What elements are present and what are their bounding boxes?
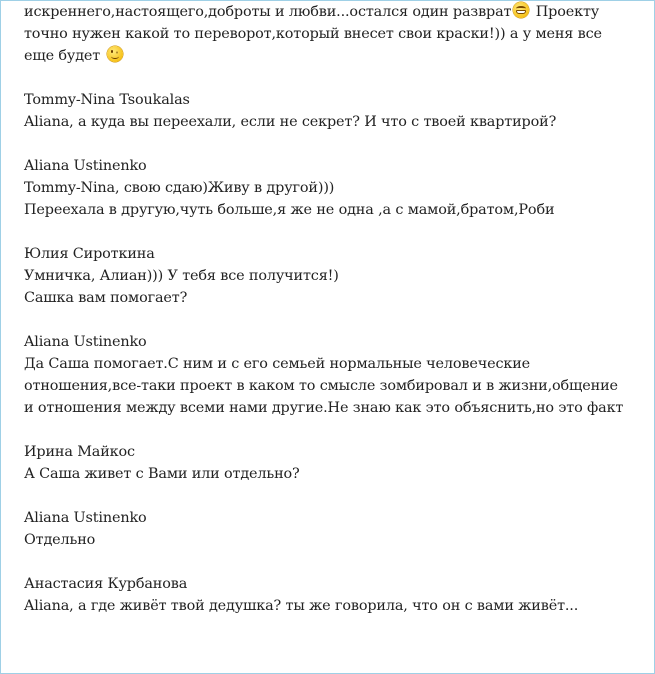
- comment-author: Aliana Ustinenko: [24, 334, 147, 350]
- comment-author: Tommy-Nina Tsoukalas: [24, 92, 190, 108]
- comment-author: Aliana Ustinenko: [24, 510, 147, 526]
- comment-text: Aliana, а где живёт твой дедушка? ты же говорила, что он с вами живёт...: [24, 598, 579, 614]
- intro-line-2: точно нужен какой то переворот,который внесет свои краски!)) а у меня все: [24, 26, 602, 42]
- comment-text: Tommy-Nina, свою сдаю)Живу в другой))): [24, 180, 335, 196]
- comment-text: Сашка вам помогает?: [24, 290, 188, 306]
- comment-author: Aliana Ustinenko: [24, 158, 147, 174]
- comment-text: А Саша живет с Вами или отдельно?: [24, 466, 300, 482]
- comment-text: Переехала в другую,чуть больше,я же не одна ,а с мамой,братом,Роби: [24, 202, 555, 218]
- intro-line-1: [24, 1, 648, 23]
- comment-text: Умничка, Алиан))) У тебя все получится!): [24, 268, 339, 284]
- comment-text: отношения,все-таки проект в каком то смысле зомбировал и в жизни,общение: [24, 378, 618, 394]
- wink-smiley-icon: [107, 46, 123, 62]
- comment-text: Да Саша помогает.С ним и с его семьей нормальные человеческие: [24, 356, 531, 372]
- grin-smiley-icon: [513, 2, 529, 18]
- intro-line-3: [24, 45, 648, 67]
- comment-author: Анастасия Курбанова: [24, 576, 188, 592]
- intro-line-3-text: еще будет: [24, 48, 101, 64]
- comment-text: Aliana, а куда вы переехали, если не секрет? И что с твоей квартирой?: [24, 114, 557, 130]
- comment-text: Отдельно: [24, 532, 96, 548]
- intro-line-1-tail: Проекту: [531, 4, 600, 20]
- intro-line-1-text: искреннего,настоящего,доброты и любви...остался один разврат: [24, 4, 512, 20]
- comment-text: и отношения между всеми нами другие.Не знаю как это объяснить,но это факт: [24, 400, 624, 416]
- comment-thread: [24, 1, 648, 617]
- comment-author: Юлия Сироткина: [24, 246, 155, 262]
- comment-author: Ирина Майкос: [24, 444, 135, 460]
